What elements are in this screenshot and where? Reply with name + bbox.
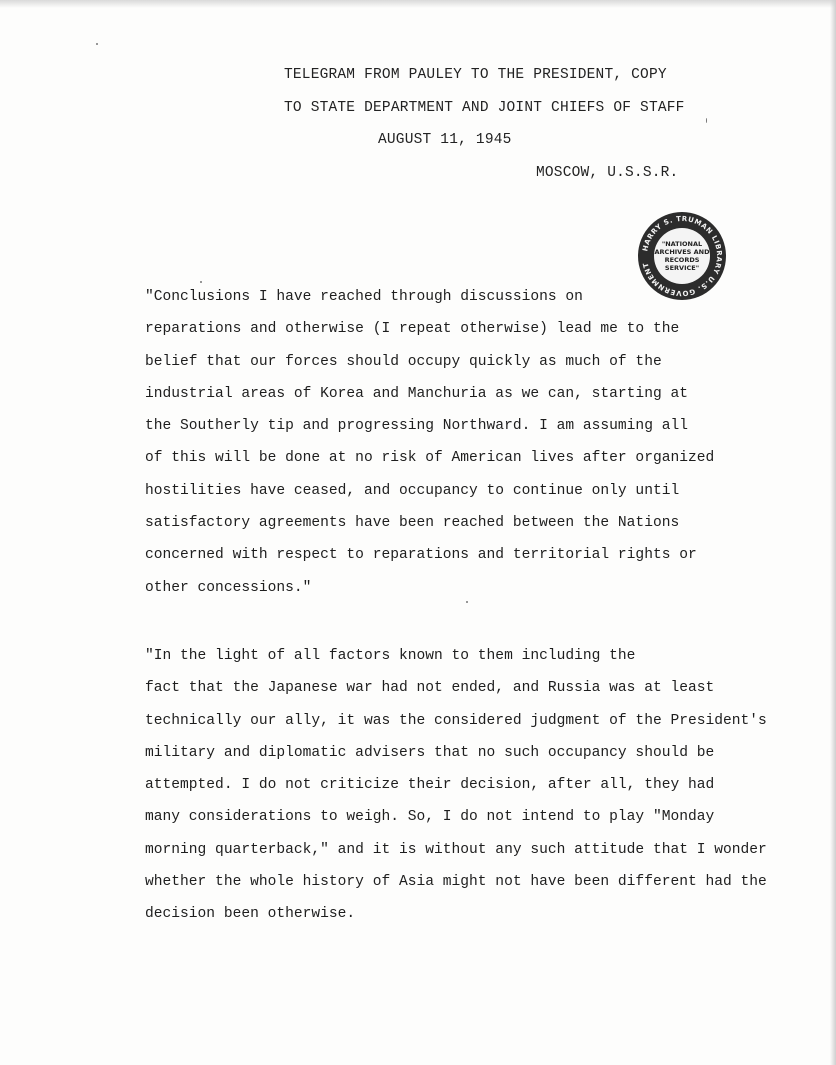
paragraph-line: "Conclusions I have reached through discussions on bbox=[145, 289, 583, 305]
paragraph-line: industrial areas of Korea and Manchuria as we can, starting at bbox=[145, 385, 688, 402]
paragraph-line: whether the whole history of Asia might not have been different had the bbox=[145, 874, 767, 891]
paragraph-line: "In the light of all factors known to them including the bbox=[145, 648, 636, 664]
stamp-center bbox=[654, 228, 710, 284]
page-right-shadow bbox=[830, 0, 836, 1065]
paragraph-line: satisfactory agreements have been reached between the Nations bbox=[145, 515, 680, 532]
paper-speck bbox=[706, 118, 707, 123]
telegram-title-line-1: TELEGRAM FROM PAULEY TO THE PRESIDENT, COPY bbox=[284, 67, 667, 83]
paragraph-line: many considerations to weigh. So, I do not intend to play "Monday bbox=[145, 809, 715, 826]
paragraph-line: attempted. I do not criticize their decision, after all, they had bbox=[145, 777, 715, 794]
telegram-title-line-2: TO STATE DEPARTMENT AND JOINT CHIEFS OF STAFF bbox=[284, 100, 685, 116]
page-top-shadow bbox=[0, 0, 836, 8]
paragraph-line: fact that the Japanese war had not ended, and Russia was at least bbox=[145, 680, 715, 697]
paragraph-line: morning quarterback," and it is without any such attitude that I wonder bbox=[145, 841, 767, 858]
paper-speck bbox=[466, 601, 468, 603]
paragraph-line: belief that our forces should occupy quickly as much of the bbox=[145, 353, 662, 370]
paragraph-line: technically our ally, it was the considered judgment of the President's bbox=[145, 712, 767, 729]
telegram-date: AUGUST 11, 1945 bbox=[378, 132, 512, 148]
stamp-line-3: RECORDS bbox=[664, 256, 700, 264]
paper-speck bbox=[200, 281, 202, 283]
stamp-ring-text: HARRY S. TRUMAN LIBRARY U.S. GOVERNMENT bbox=[641, 214, 724, 298]
stamp-line-1: "NATIONAL bbox=[661, 240, 703, 248]
paragraph-line: hostilities have ceased, and occupancy to continue only until bbox=[145, 482, 680, 499]
stamp-line-4: SERVICE" bbox=[664, 264, 700, 272]
paragraph-1 bbox=[145, 281, 715, 604]
paper-speck bbox=[96, 43, 98, 45]
paragraph-line: military and diplomatic advisers that no such occupancy should be bbox=[145, 744, 715, 761]
paragraph-line: decision been otherwise. bbox=[145, 906, 356, 923]
paragraph-line: other concessions." bbox=[145, 579, 312, 596]
paragraph-line: concerned with respect to reparations and territorial rights or bbox=[145, 547, 697, 564]
paragraph-2 bbox=[145, 640, 767, 931]
paragraph-line: of this will be done at no risk of American lives after organized bbox=[145, 450, 715, 467]
stamp-line-2: ARCHIVES AND bbox=[654, 248, 710, 256]
paragraph-line: the Southerly tip and progressing Northward. I am assuming all bbox=[145, 418, 688, 435]
telegram-location: MOSCOW, U.S.S.R. bbox=[536, 165, 679, 181]
paragraph-line: reparations and otherwise (I repeat otherwise) lead me to the bbox=[145, 321, 680, 338]
